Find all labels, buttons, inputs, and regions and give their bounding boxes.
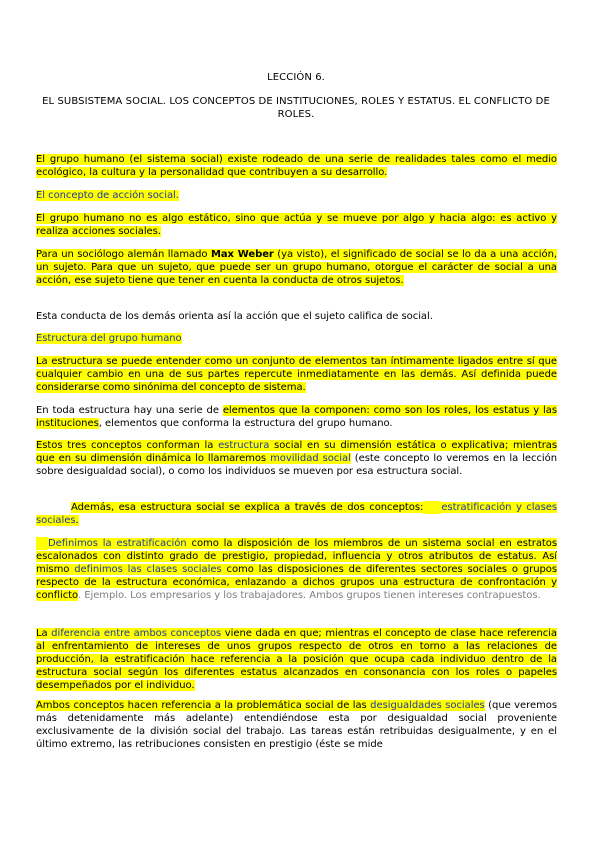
dif-text-a: La — [36, 628, 52, 639]
tres-text-c: social en su dimensión estática o explicativa; mientras que en su dimensión dinámica lo llamaremos — [36, 440, 557, 464]
ademas-text-c: . — [75, 515, 79, 526]
desig-text-a: Ambos conceptos hacen referencia a la problemática social de las — [36, 700, 371, 711]
weber-text-c: (ya visto), el significado de social se lo da a una acción, un sujeto. Para que un sujeto, que puede ser un grupo humano, otorgue el carácter de social a una acción, ese sujeto tiene que tener en cuenta la conducta de otros sujetos. — [36, 249, 558, 286]
heading-estructura — [36, 332, 557, 345]
tres-movilidad: movilidad social — [270, 453, 351, 464]
def-text-b: como la disposición de los miembros de un sistema social en estratos escalonados con distinto grado de prestigio, propiedad, influencia y otros atributos de estatus. Así mismo — [36, 538, 557, 575]
ademas-text-a: Además, esa estructura social se explica a través de dos conceptos: — [71, 502, 424, 513]
paragraph-elementos — [36, 404, 557, 430]
dif-conceptos: diferencia entre ambos conceptos — [51, 628, 222, 639]
paragraph-tres-conceptos — [36, 439, 557, 478]
paragraph-conducta: Esta conducta de los demás orienta así la acción que el sujeto califica de social. — [36, 311, 433, 322]
desig-text-c: (que veremos más detenidamente más adelante) entendiéndose esta por desigualdad social proveniente exclusivamente de la división social del trabajo. Las tareas están retribuidas desigualmente, y en el último extremo, las retribuciones consisten en prestigio (éste se mide — [36, 700, 557, 750]
paragraph-estructura-def — [36, 355, 557, 394]
elementos-text-a: En toda estructura hay una serie de — [36, 405, 223, 416]
weber-text-a: Para un sociólogo alemán llamado — [36, 249, 211, 260]
paragraph-grupo-activo — [36, 212, 557, 238]
ademas-conceptos: estratificación y clases sociales — [36, 502, 557, 526]
tres-estructura: estructura — [218, 440, 270, 451]
estructura-def-text: La estructura se puede entender como un conjunto de elementos tan íntimamente ligados entre sí que cualquier cambio en una de sus partes repercute inmediatamente en las demás. Así definida puede considerarse como sinónima del concepto de sistema. — [36, 356, 557, 393]
paragraph-max-weber — [36, 248, 557, 287]
lesson-title: EL SUBSISTEMA SOCIAL. LOS CONCEPTOS DE INSTITUCIONES, ROLES Y ESTATUS. EL CONFLICTO DE ROLES. — [42, 96, 550, 120]
grupo-activo-text: El grupo humano no es algo estático, sino que actúa y se mueve por algo y hacia algo: es activo y realiza acciones sociales. — [36, 213, 557, 237]
heading-estructura-text: Estructura del grupo humano — [36, 333, 182, 344]
paragraph-desigualdades — [36, 699, 557, 751]
heading-accion-text: El concepto de acción social. — [36, 190, 179, 201]
heading-accion-social — [36, 189, 557, 202]
def-estratificacion: Definimos la estratificación — [48, 538, 187, 549]
paragraph-diferencia — [36, 627, 557, 692]
def-clases: definimos las clases sociales — [74, 564, 222, 575]
def-ejemplo: . Ejemplo. Los empresarios y los trabajadores. Ambos grupos tienen intereses contrapuestos. — [77, 590, 541, 601]
tres-text-a: Estos tres conceptos conforman la — [36, 440, 219, 451]
dif-text-c: viene dada en que; mientras el concepto de clase hace referencia al enfrentamiento de intereses de unos grupos respecto de otros en torno a las relaciones de producción, la estratificación hace referencia a la posición que ocupa cada individuo dentro de la estructura social según los diferentes estatus alcanzados en consonancia con los roles o papeles desempeñados por el individuo. — [36, 628, 557, 691]
elementos-text-c: , elementos que conforma la estructura del grupo humano. — [98, 418, 393, 429]
desig-term: desigualdades sociales — [370, 700, 485, 711]
weber-name: Max Weber — [210, 249, 274, 260]
paragraph-intro — [36, 153, 557, 179]
tres-text-e: (este concepto lo veremos en la lección sobre desigualdad social), o como los individuos se mueven por esa estructura social. — [36, 453, 557, 477]
def-text-d: como las disposiciones de diferentes sectores sociales o grupos respecto de la estructura económica, enlazando a dichos grupos una estructura de confrontación y conflicto — [36, 564, 558, 601]
elementos-highlight: elementos que la componen: como son los roles, los estatus y las instituciones — [36, 405, 557, 429]
intro-text: El grupo humano (el sistema social) existe rodeado de una serie de realidades tales como el medio ecológico, la cultura y la personalidad que contribuyen a su desarrollo. — [36, 154, 557, 178]
paragraph-ademas — [36, 501, 557, 527]
paragraph-definimos — [36, 537, 557, 602]
lesson-number: LECCIÓN 6. — [267, 72, 325, 83]
